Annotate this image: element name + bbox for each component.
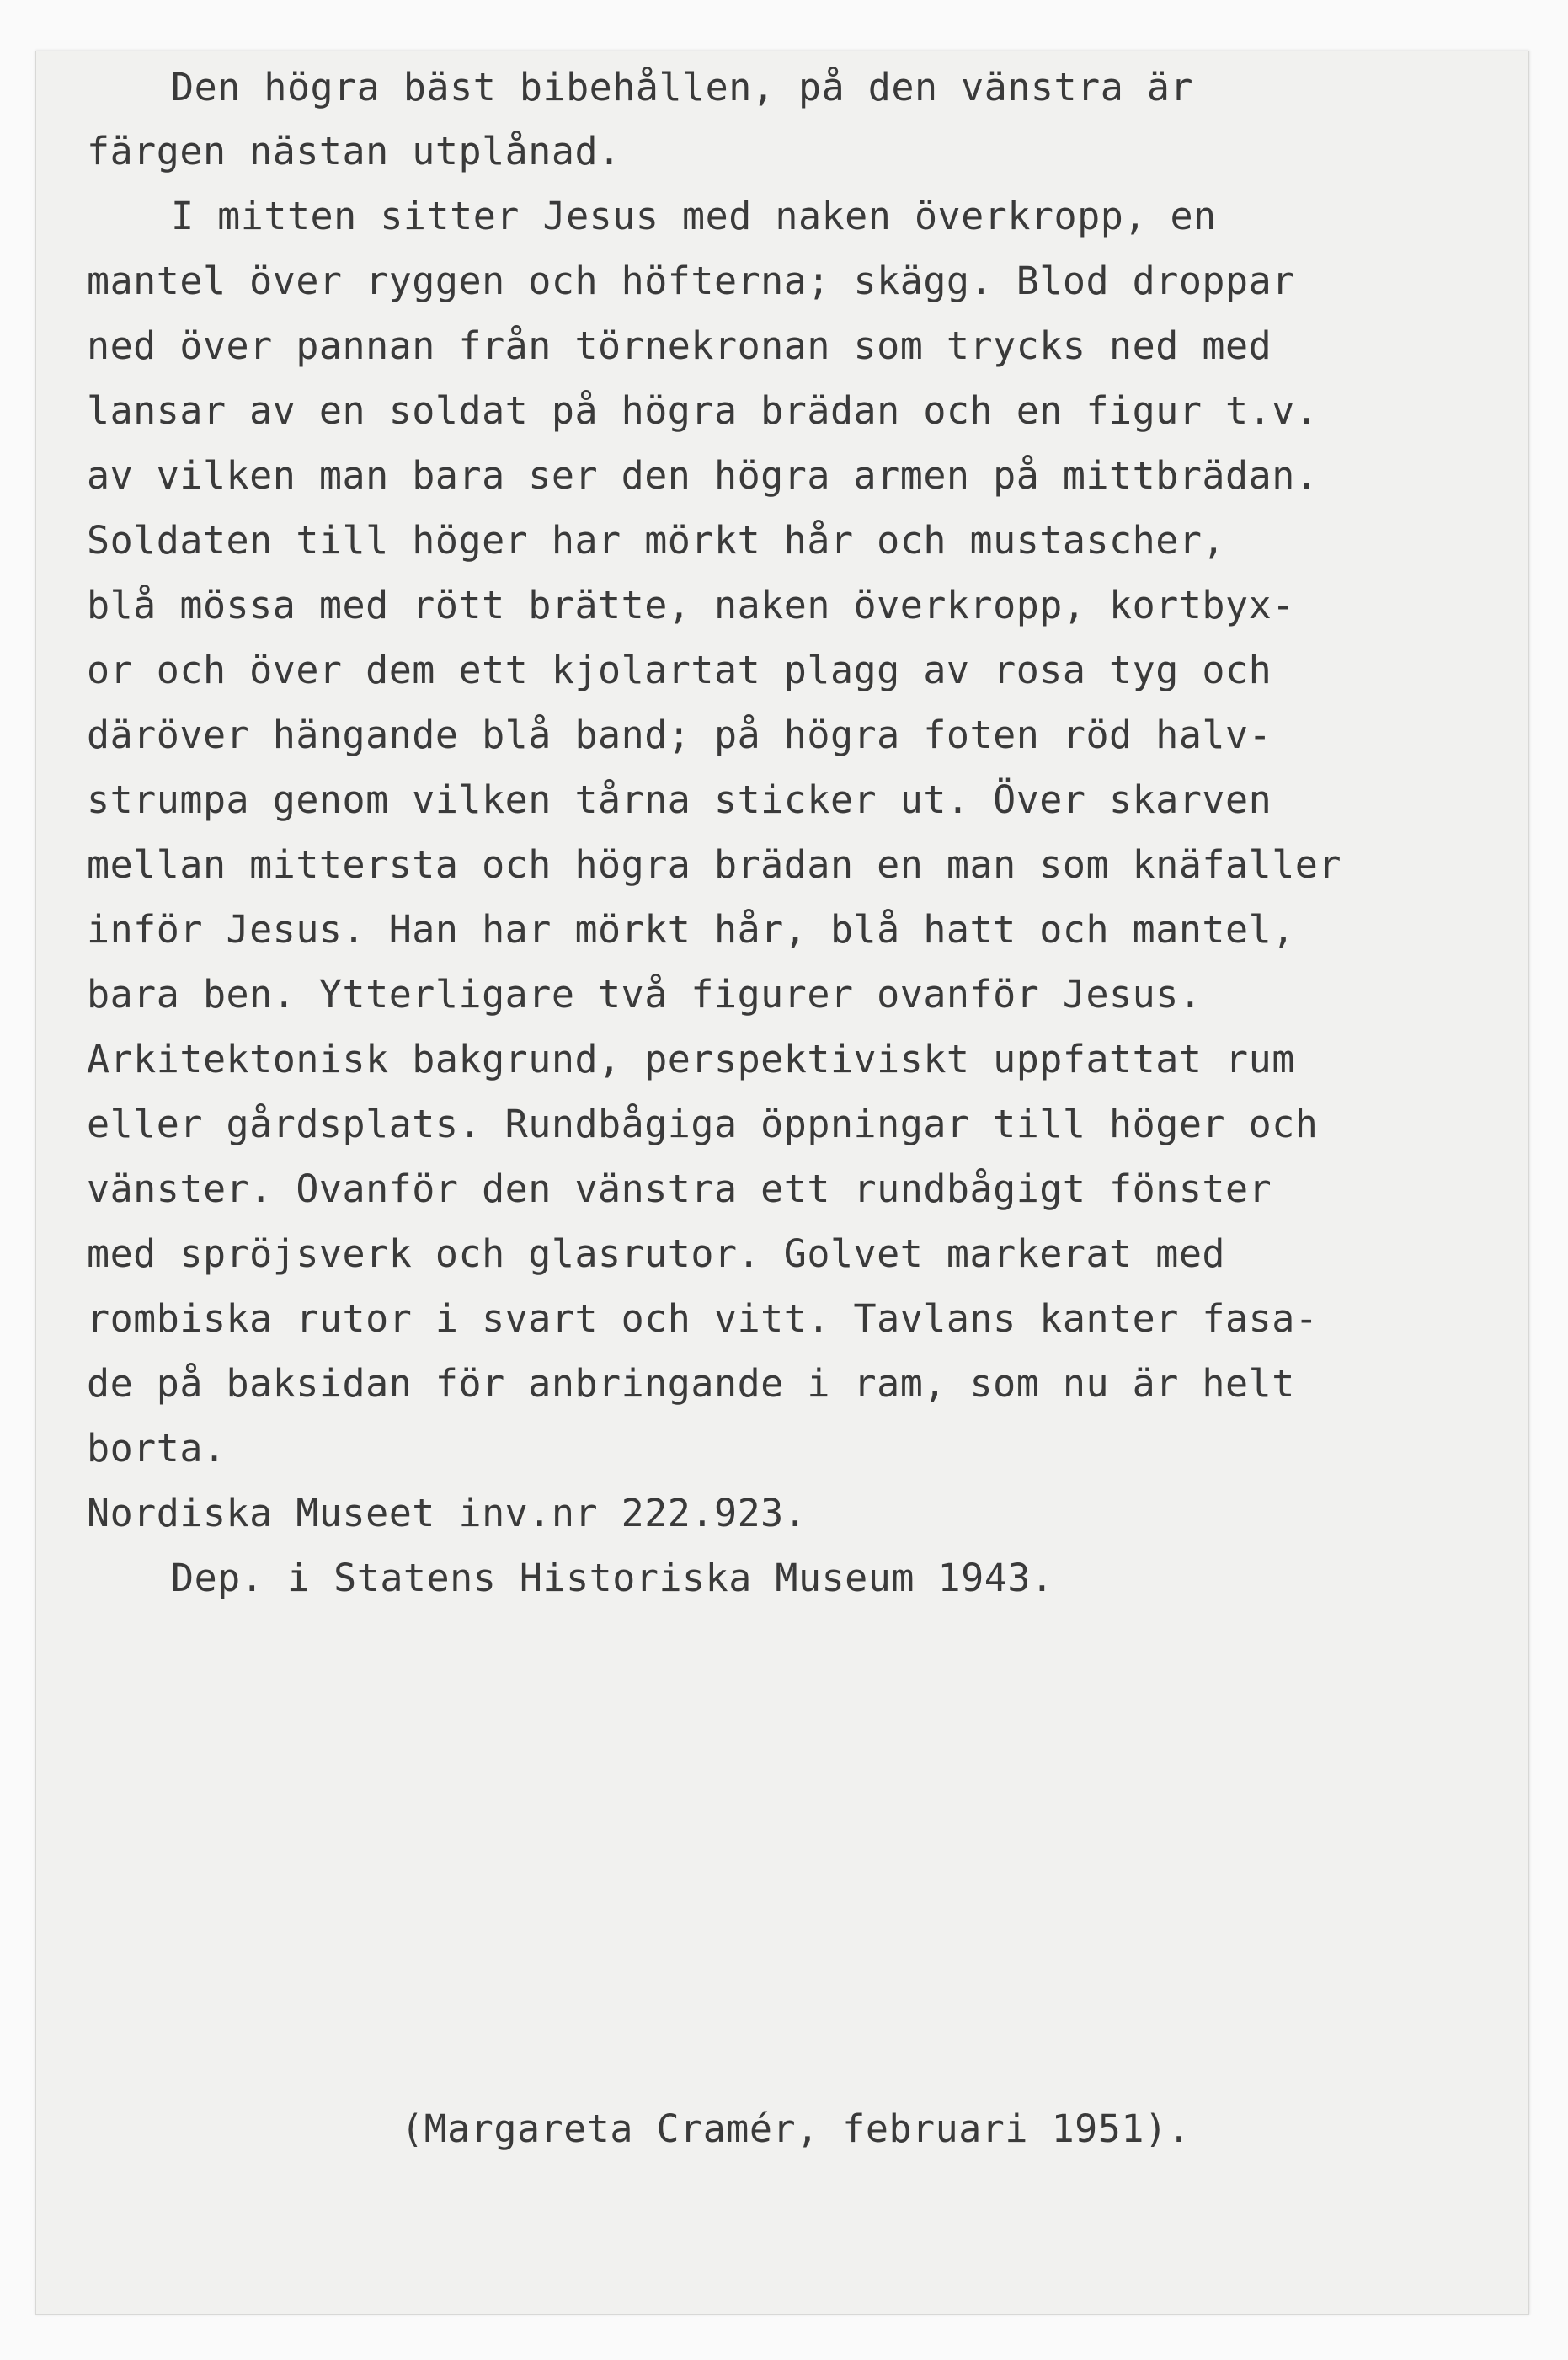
text-line: Nordiska Museet inv.nr 222.923. [87, 1491, 808, 1535]
text-line: Soldaten till höger har mörkt hår och mustascher, [87, 518, 1226, 563]
text-line: rombiska rutor i svart och vitt. Tavlans kanter fasa- [87, 1296, 1319, 1341]
text-line: Arkitektonisk bakgrund, perspektiviskt uppfattat rum [87, 1037, 1295, 1081]
text-line: blå mössa med rött brätte, naken överkropp, kortbyx- [87, 583, 1295, 627]
text-line: mellan mittersta och högra brädan en man som knäfaller [87, 842, 1341, 887]
text-line: ned över pannan från törnekronan som trycks ned med [87, 323, 1272, 368]
author-signature-line: (Margareta Cramér, februari 1951). [401, 2106, 1192, 2151]
text-line: or och över dem ett kjolartat plagg av rosa tyg och [87, 648, 1272, 692]
text-line: borta. [87, 1426, 227, 1471]
text-line: med spröjsverk och glasrutor. Golvet markerat med [87, 1231, 1226, 1276]
text-line: Den högra bäst bibehållen, på den vänstra är [171, 65, 1194, 109]
text-line: vänster. Ovanför den vänstra ett rundbågigt fönster [87, 1167, 1272, 1211]
text-line: eller gårdsplats. Rundbågiga öppningar till höger och [87, 1102, 1319, 1146]
text-line: Dep. i Statens Historiska Museum 1943. [171, 1556, 1054, 1600]
index-card [35, 51, 1529, 2315]
typed-text-block [36, 51, 1528, 2314]
text-line: strumpa genom vilken tårna sticker ut. Över skarven [87, 777, 1272, 822]
text-line: färgen nästan utplånad. [87, 129, 621, 174]
text-line: lansar av en soldat på högra brädan och en figur t.v. [87, 388, 1319, 433]
text-line: av vilken man bara ser den högra armen på mittbrädan. [87, 453, 1319, 498]
text-line: bara ben. Ytterligare två figurer ovanför Jesus. [87, 972, 1203, 1017]
text-line: inför Jesus. Han har mörkt hår, blå hatt och mantel, [87, 907, 1295, 952]
text-line: däröver hängande blå band; på högra foten röd halv- [87, 713, 1272, 757]
text-line: I mitten sitter Jesus med naken överkropp, en [171, 194, 1217, 238]
text-line: de på baksidan för anbringande i ram, som nu är helt [87, 1361, 1295, 1406]
text-line: mantel över ryggen och höfterna; skägg. Blod droppar [87, 259, 1295, 303]
